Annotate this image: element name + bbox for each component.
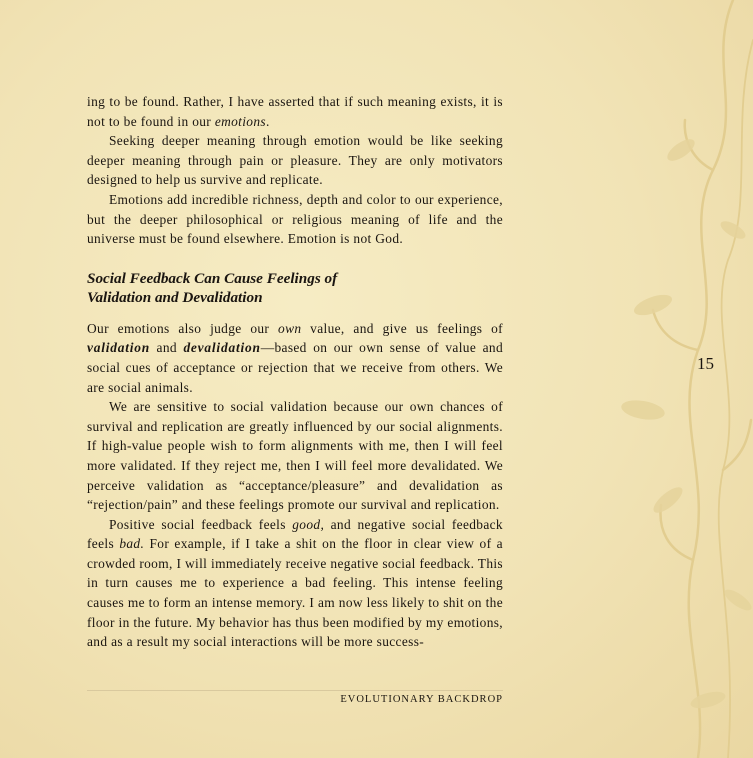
text-segment: .	[265, 113, 270, 129]
paragraph	[87, 92, 503, 131]
text-segment: and negative social feedback feels	[87, 516, 503, 552]
text-segment: and	[150, 340, 184, 356]
footer-divider	[87, 690, 503, 691]
emphasis-text: emotions	[214, 113, 266, 129]
text-segment: For example, if I take a shit on the floor in clear view of a crowded room, I will immediately receive negative social feedback. This in turn causes me to experience a bad feeling. This intense feeling causes me to form an intense memory. I am now less likely to shit on the floor in the future. My behavior has thus been modified by my emotions, and as a result my social interactions will be more success-	[87, 536, 503, 650]
paragraph	[87, 319, 503, 397]
section-heading-line1: Social Feedback Can Cause Feelings of	[87, 269, 338, 287]
paragraph	[87, 397, 503, 515]
text-segment: value, and give us feelings of	[301, 320, 503, 336]
emphasis-text: good,	[292, 516, 325, 532]
text-segment: Positive social feedback feels	[109, 516, 293, 532]
text-segment: —based on our own sense of value and social cues of acceptance or rejection that we receive from others. We are social animals.	[87, 340, 503, 395]
running-footer: EVOLUTIONARY BACKDROP	[340, 694, 503, 705]
body-text-column	[87, 92, 503, 652]
text-segment: Our emotions also judge our	[87, 320, 279, 336]
text-segment: ing to be found. Rather, I have asserted that if such meaning exists, it is not to be found in our	[87, 94, 503, 129]
text-segment: Emotions add incredible richness, depth and color to our experience, but the deeper philosophical or religious meaning of life and the universe must be found elsewhere. Emotion is not God.	[87, 191, 503, 247]
section-heading	[87, 269, 503, 307]
emphasis-text: bad.	[119, 536, 145, 552]
emphasis-text: validation	[87, 340, 151, 356]
text-segment: We are sensitive to social validation because our own chances of survival and replication are greatly influenced by our social alignments. If high-value people wish to form alignments with me, then I will feel more validated. If they reject me, then I will feel more devalidated. We perceive validation as “acceptance/pleasure” and devalidation as “rejection/pain” and these feelings promote our survival and replication.	[87, 399, 503, 513]
paragraph	[87, 515, 503, 652]
page-number: 15	[697, 354, 714, 373]
paragraph	[87, 131, 503, 190]
text-segment: Seeking deeper meaning through emotion would be like seeking deeper meaning through pain or pleasure. They are only motivators designed to help us survive and replicate.	[87, 133, 503, 188]
emphasis-text: own	[278, 320, 302, 336]
emphasis-text: devalidation	[183, 340, 261, 356]
section-heading-line2: Validation and Devalidation	[87, 288, 263, 306]
paragraph	[87, 190, 503, 249]
vine-decoration	[613, 0, 753, 758]
